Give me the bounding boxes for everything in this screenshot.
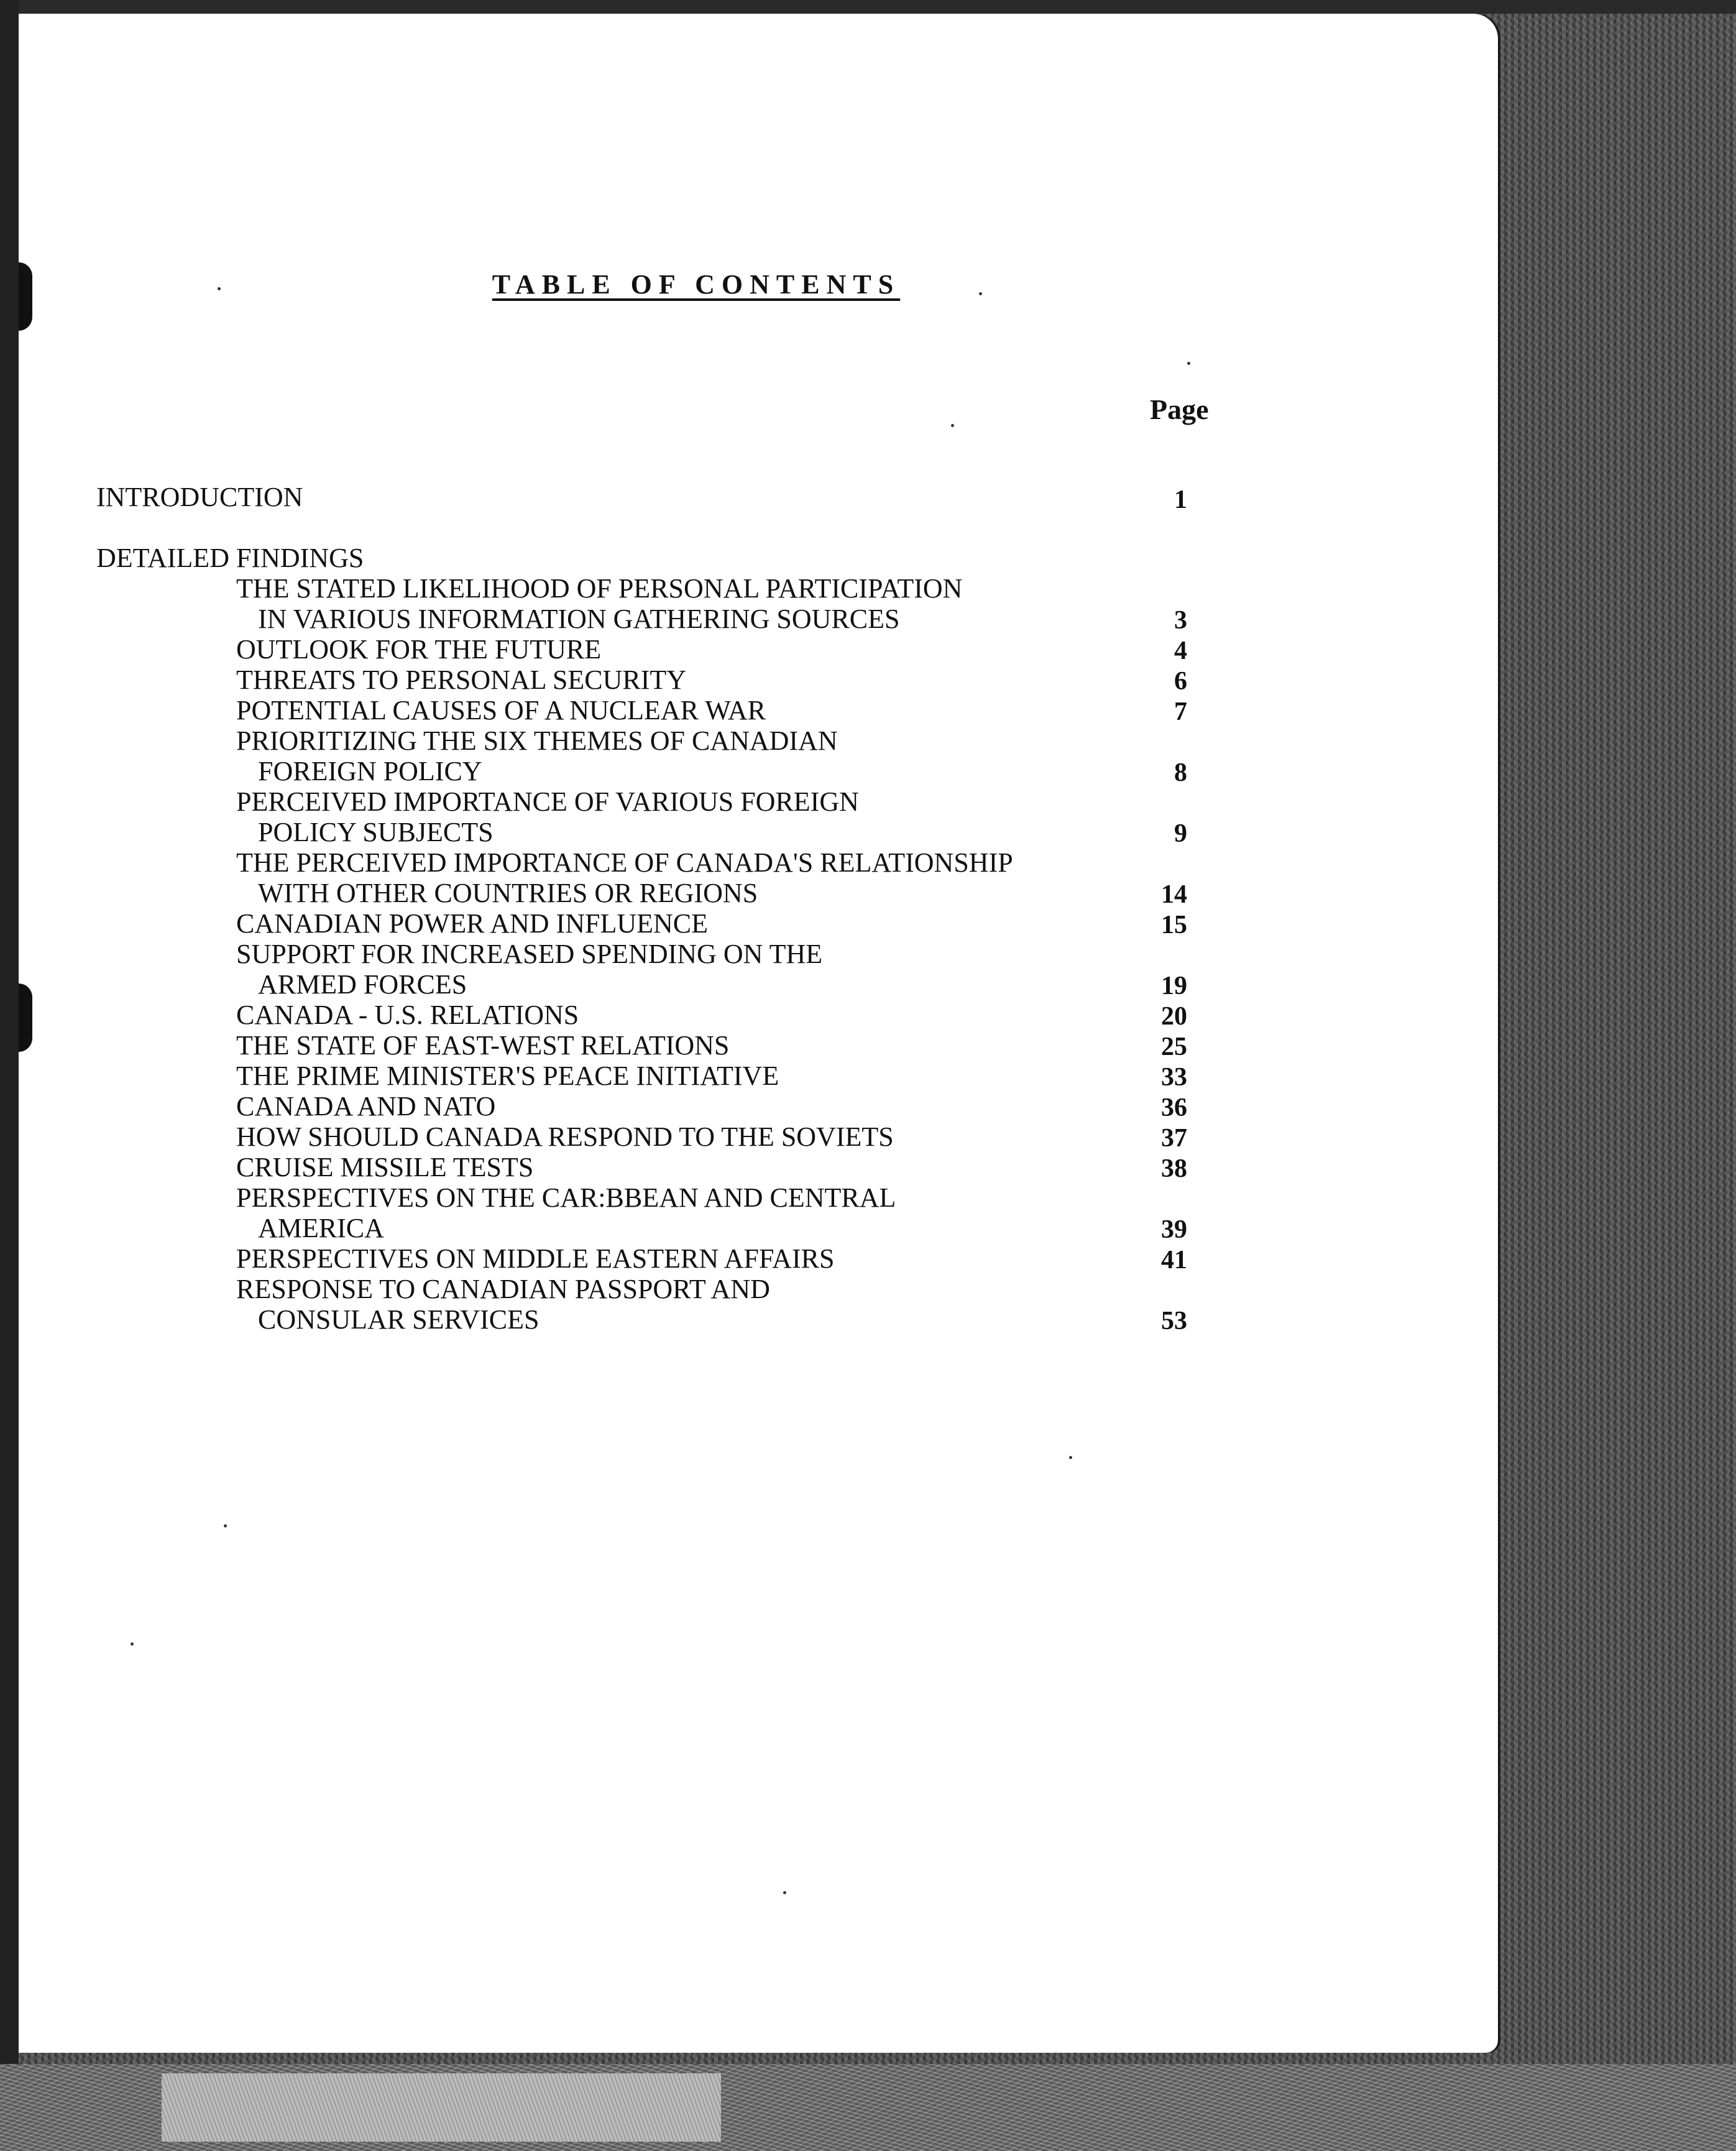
toc-introduction: INTRODUCTION (96, 482, 303, 512)
toc-entry-title: THREATS TO PERSONAL SECURITY (236, 665, 687, 695)
scan-speck (1187, 362, 1190, 365)
page-title: TABLE OF CONTENTS (492, 269, 901, 300)
scan-speck (1069, 1456, 1072, 1459)
toc-entry-title: SUPPORT FOR INCREASED SPENDING ON THE (236, 939, 823, 969)
toc-entry-title: THE PERCEIVED IMPORTANCE OF CANADA'S RELATIONSHIP (236, 847, 1013, 878)
toc-entry-title: PERCEIVED IMPORTANCE OF VARIOUS FOREIGN (236, 786, 859, 817)
scan-top-edge (0, 0, 1736, 14)
toc-entry-title: POTENTIAL CAUSES OF A NUCLEAR WAR (236, 695, 766, 725)
toc-page-number: 6 (1174, 667, 1187, 696)
toc-entry-title: RESPONSE TO CANADIAN PASSPORT AND (236, 1274, 770, 1304)
toc-entry-title: THE STATE OF EAST-WEST RELATIONS (236, 1030, 730, 1061)
toc-page-number: 33 (1161, 1063, 1187, 1092)
toc-entry-title: OUTLOOK FOR THE FUTURE (236, 634, 602, 665)
scan-bottom-paper-strip (162, 2073, 721, 2142)
toc-entry-title: CRUISE MISSILE TESTS (236, 1152, 534, 1182)
toc-page-number: 19 (1161, 972, 1187, 1000)
toc-page-number: 41 (1161, 1246, 1187, 1274)
toc-entry-continuation: IN VARIOUS INFORMATION GATHERING SOURCES (258, 604, 900, 634)
toc-entry-title: CANADA - U.S. RELATIONS (236, 1000, 579, 1030)
scan-left-edge (0, 0, 19, 2151)
toc-page-number: 4 (1174, 637, 1187, 665)
toc-entry-continuation: ARMED FORCES (258, 969, 467, 1000)
toc-entry-title: THE STATED LIKELIHOOD OF PERSONAL PARTICIPATION (236, 573, 963, 604)
toc-entry-continuation: POLICY SUBJECTS (258, 817, 494, 847)
toc-entry-continuation: CONSULAR SERVICES (258, 1304, 540, 1335)
toc-page-number: 38 (1161, 1154, 1187, 1183)
toc-page-number: 36 (1161, 1094, 1187, 1122)
scan-speck (951, 424, 954, 427)
toc-entry-continuation: AMERICA (258, 1213, 384, 1243)
toc-entry-title: CANADIAN POWER AND INFLUENCE (236, 908, 708, 939)
toc-page-number: 39 (1161, 1215, 1187, 1244)
toc-entry-title: PERSPECTIVES ON THE CAR:BBEAN AND CENTRAL (236, 1182, 896, 1213)
toc-page-number: 8 (1174, 758, 1187, 787)
page-column-heading: Page (1150, 394, 1209, 425)
toc-entry-continuation: FOREIGN POLICY (258, 756, 482, 786)
toc-page-number: 15 (1161, 911, 1187, 939)
toc-page-number: 37 (1161, 1124, 1187, 1153)
toc-page-number: 7 (1174, 698, 1187, 726)
toc-entry-title: HOW SHOULD CANADA RESPOND TO THE SOVIETS (236, 1122, 894, 1152)
scan-speck (224, 1524, 227, 1527)
scan-speck (979, 292, 982, 295)
scan-speck (218, 287, 221, 290)
scan-speck (783, 1891, 786, 1894)
toc-page-number: 3 (1174, 606, 1187, 635)
toc-detailed-findings: DETAILED FINDINGS (96, 543, 364, 573)
toc-page-number: 1 (1174, 486, 1187, 514)
table-of-contents (19, 14, 1498, 2053)
toc-entry-title: CANADA AND NATO (236, 1091, 496, 1122)
document-page (19, 14, 1498, 2053)
toc-page-number: 53 (1161, 1307, 1187, 1335)
toc-page-number: 14 (1161, 880, 1187, 909)
toc-entry-title: PERSPECTIVES ON MIDDLE EASTERN AFFAIRS (236, 1243, 835, 1274)
toc-page-number: 9 (1174, 819, 1187, 848)
toc-entry-title: PRIORITIZING THE SIX THEMES OF CANADIAN (236, 725, 838, 756)
toc-page-number: 25 (1161, 1033, 1187, 1061)
scan-speck (131, 1642, 134, 1646)
toc-entry-title: THE PRIME MINISTER'S PEACE INITIATIVE (236, 1061, 779, 1091)
toc-entry-continuation: WITH OTHER COUNTRIES OR REGIONS (258, 878, 758, 908)
toc-page-number: 20 (1161, 1002, 1187, 1031)
